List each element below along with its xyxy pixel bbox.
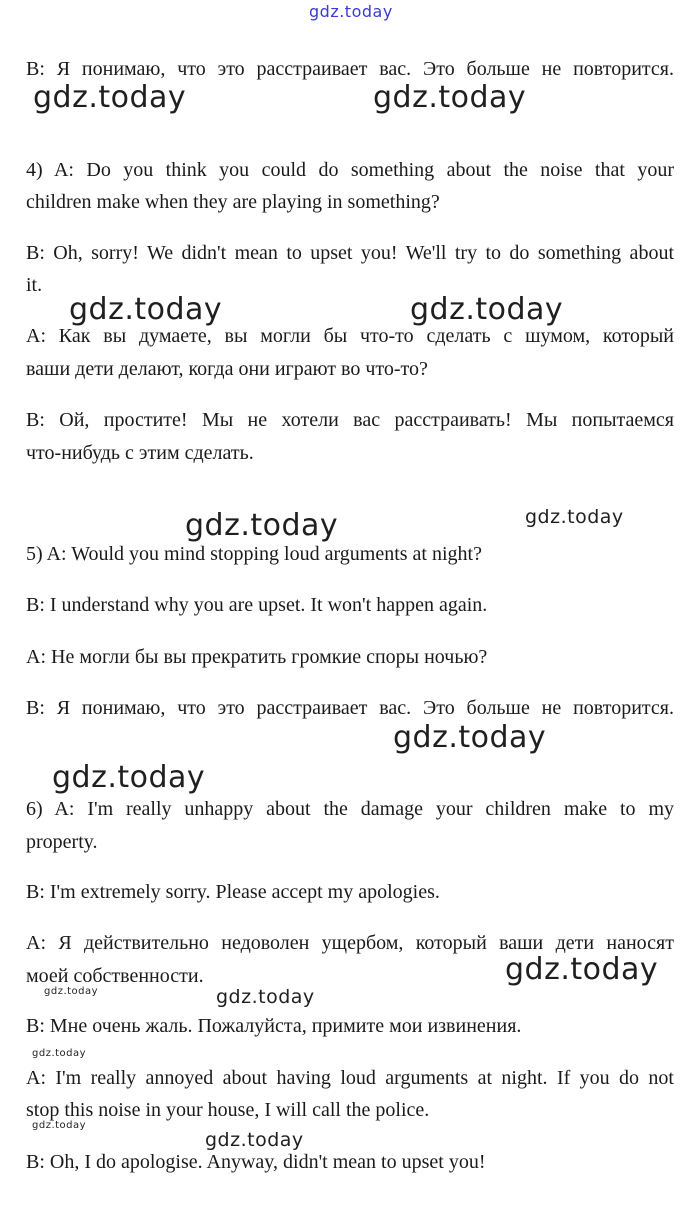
- text-line: it.: [26, 274, 43, 296]
- text-line: B: Ой, простите! Мы не хотели вас расстраивать! Мы попытаемся: [26, 409, 674, 431]
- watermark-top: gdz.today: [309, 2, 393, 21]
- watermark: gdz.today: [33, 80, 187, 115]
- text-line: что-нибудь с этим сделать.: [26, 442, 254, 464]
- text-line: A: Как вы думаете, вы могли бы что-то сделать с шумом, который: [26, 325, 674, 347]
- text-line: stop this noise in your house, I will call the police.: [26, 1099, 430, 1121]
- text-line: B: I'm extremely sorry. Please accept my apologies.: [26, 881, 440, 903]
- watermark: gdz.today: [185, 508, 339, 543]
- text-line: property.: [26, 831, 98, 853]
- watermark: gdz.today: [32, 1048, 87, 1059]
- watermark: gdz.today: [525, 506, 624, 528]
- watermark: gdz.today: [52, 760, 206, 795]
- text-line: B: I understand why you are upset. It won't happen again.: [26, 594, 488, 616]
- watermark: gdz.today: [216, 986, 315, 1008]
- watermark: gdz.today: [32, 1120, 87, 1131]
- text-line: B: Мне очень жаль. Пожалуйста, примите мои извинения.: [26, 1015, 522, 1037]
- text-line: B: Я понимаю, что это расстраивает вас. Это больше не повторится.: [26, 58, 674, 80]
- watermark: gdz.today: [373, 80, 527, 115]
- text-line: B: Oh, I do apologise. Anyway, didn't mean to upset you!: [26, 1151, 486, 1173]
- text-line: A: I'm really annoyed about having loud arguments at night. If you do not: [26, 1067, 674, 1089]
- watermark: gdz.today: [393, 720, 547, 755]
- text-line: B: Oh, sorry! We didn't mean to upset you! We'll try to do something about: [26, 242, 674, 264]
- text-line: A: Не могли бы вы прекратить громкие споры ночью?: [26, 646, 488, 668]
- text-line: B: Я понимаю, что это расстраивает вас. Это больше не повторится.: [26, 697, 674, 719]
- watermark: gdz.today: [410, 292, 564, 327]
- text-line: моей собственности.: [26, 965, 204, 987]
- text-line: ваши дети делают, когда они играют во что-то?: [26, 358, 428, 380]
- text-line: A: Я действительно недоволен ущербом, который ваши дети наносят: [26, 932, 674, 954]
- text-line: 6) A: I'm really unhappy about the damage your children make to my: [26, 798, 674, 820]
- watermark: gdz.today: [505, 952, 659, 987]
- text-line: 4) A: Do you think you could do something about the noise that your: [26, 159, 674, 181]
- watermark: gdz.today: [44, 986, 99, 997]
- text-line: children make when they are playing in something?: [26, 191, 440, 213]
- watermark: gdz.today: [205, 1129, 304, 1151]
- watermark: gdz.today: [69, 292, 223, 327]
- text-line: 5) A: Would you mind stopping loud arguments at night?: [26, 543, 482, 565]
